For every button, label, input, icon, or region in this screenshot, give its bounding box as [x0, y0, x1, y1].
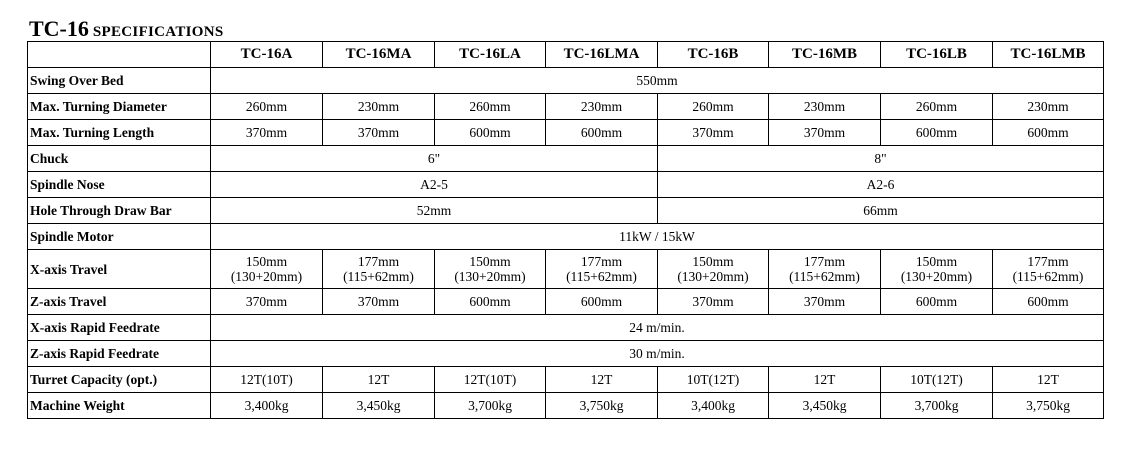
table-cell [769, 250, 881, 289]
table-row [28, 224, 1104, 250]
table-cell: 3,750kg [993, 393, 1104, 419]
table-cell: 3,450kg [769, 393, 881, 419]
table-cell: 600mm [881, 289, 993, 315]
table-cell: 3,750kg [546, 393, 658, 419]
cell-line: (130+20mm) [677, 269, 749, 284]
header-row [28, 42, 1104, 68]
cell-line: (115+62mm) [343, 269, 414, 284]
table-cell: 600mm [993, 289, 1104, 315]
row-label: Z-axis Travel [28, 289, 211, 315]
table-row [28, 146, 1104, 172]
table-cell: 52mm [211, 198, 658, 224]
header-corner [28, 42, 211, 68]
table-cell: 600mm [546, 120, 658, 146]
table-cell: 550mm [211, 68, 1104, 94]
row-label: Z-axis Rapid Feedrate [28, 341, 211, 367]
table-cell: 10T(12T) [881, 367, 993, 393]
page-title [29, 16, 224, 42]
row-label: X-axis Travel [28, 250, 211, 289]
cell-line: (130+20mm) [230, 269, 303, 284]
table-cell: 11kW / 15kW [211, 224, 1104, 250]
row-label: Spindle Motor [28, 224, 211, 250]
row-label: Chuck [28, 146, 211, 172]
table-cell: 260mm [211, 94, 323, 120]
table-cell: 12T [769, 367, 881, 393]
table-cell: 600mm [435, 120, 546, 146]
table-cell: 3,400kg [211, 393, 323, 419]
cell-line: 177mm [803, 254, 846, 269]
table-cell: 260mm [658, 94, 769, 120]
table-cell: 370mm [211, 120, 323, 146]
cell-line: 177mm [357, 254, 400, 269]
table-cell: 370mm [658, 120, 769, 146]
table-cell: A2-6 [658, 172, 1104, 198]
column-header: TC-16MB [769, 42, 881, 68]
table-cell: 12T(10T) [211, 367, 323, 393]
cell-line: 177mm [1027, 254, 1069, 269]
table-cell: 370mm [323, 120, 435, 146]
table-cell: 370mm [769, 289, 881, 315]
table-cell [881, 250, 993, 289]
table-cell: 370mm [769, 120, 881, 146]
title-model: TC-16 [29, 16, 89, 41]
table-cell: 370mm [658, 289, 769, 315]
column-header: TC-16LMB [993, 42, 1104, 68]
cell-line: 150mm [915, 254, 958, 269]
title-suffix: SPECIFICATIONS [92, 24, 224, 40]
table-cell: 370mm [211, 289, 323, 315]
table-row [28, 367, 1104, 393]
table-cell: 230mm [769, 94, 881, 120]
table-cell: 12T [323, 367, 435, 393]
table-cell: 3,700kg [881, 393, 993, 419]
table-cell: 6" [211, 146, 658, 172]
table-cell: 12T [546, 367, 658, 393]
table-cell: 370mm [323, 289, 435, 315]
column-header: TC-16LMA [546, 42, 658, 68]
row-label: Swing Over Bed [28, 68, 211, 94]
row-label: Spindle Nose [28, 172, 211, 198]
table-cell [993, 250, 1104, 289]
table-cell [658, 250, 769, 289]
table-cell: 66mm [658, 198, 1104, 224]
cell-line: (115+62mm) [1012, 269, 1084, 284]
cell-line: (130+20mm) [900, 269, 973, 284]
cell-line: 150mm [692, 254, 734, 269]
table-cell: 600mm [993, 120, 1104, 146]
table-row [28, 120, 1104, 146]
table-row [28, 289, 1104, 315]
table-cell: 24 m/min. [211, 315, 1104, 341]
table-cell: 230mm [323, 94, 435, 120]
table-cell: 12T(10T) [435, 367, 546, 393]
table-cell: 3,700kg [435, 393, 546, 419]
row-label: X-axis Rapid Feedrate [28, 315, 211, 341]
table-cell [211, 250, 323, 289]
table-cell: A2-5 [211, 172, 658, 198]
table-cell: 260mm [435, 94, 546, 120]
table-cell: 260mm [881, 94, 993, 120]
row-label: Max. Turning Length [28, 120, 211, 146]
row-label: Hole Through Draw Bar [28, 198, 211, 224]
table-row [28, 94, 1104, 120]
table-cell [323, 250, 435, 289]
cell-line: (115+62mm) [789, 269, 860, 284]
table-cell: 10T(12T) [658, 367, 769, 393]
table-row [28, 315, 1104, 341]
table-cell: 30 m/min. [211, 341, 1104, 367]
specifications-table [27, 41, 1104, 419]
table-cell: 8" [658, 146, 1104, 172]
table-row [28, 198, 1104, 224]
table-cell: 3,400kg [658, 393, 769, 419]
table-cell: 600mm [881, 120, 993, 146]
table-cell: 600mm [435, 289, 546, 315]
row-label: Max. Turning Diameter [28, 94, 211, 120]
cell-line: 150mm [469, 254, 511, 269]
cell-line: (115+62mm) [566, 269, 637, 284]
table-row [28, 393, 1104, 419]
table-cell: 12T [993, 367, 1104, 393]
column-header: TC-16MA [323, 42, 435, 68]
table-row [28, 341, 1104, 367]
row-label: Turret Capacity (opt.) [28, 367, 211, 393]
row-label: Machine Weight [28, 393, 211, 419]
column-header: TC-16LB [881, 42, 993, 68]
table-cell: 230mm [993, 94, 1104, 120]
table-cell [546, 250, 658, 289]
cell-line: 150mm [245, 254, 288, 269]
column-header: TC-16LA [435, 42, 546, 68]
table-cell [435, 250, 546, 289]
table-row [28, 172, 1104, 198]
cell-line: (130+20mm) [454, 269, 526, 284]
column-header: TC-16A [211, 42, 323, 68]
table-row [28, 68, 1104, 94]
table-cell: 600mm [546, 289, 658, 315]
column-header: TC-16B [658, 42, 769, 68]
table-cell: 3,450kg [323, 393, 435, 419]
table-row [28, 250, 1104, 289]
table-cell: 230mm [546, 94, 658, 120]
cell-line: 177mm [580, 254, 623, 269]
